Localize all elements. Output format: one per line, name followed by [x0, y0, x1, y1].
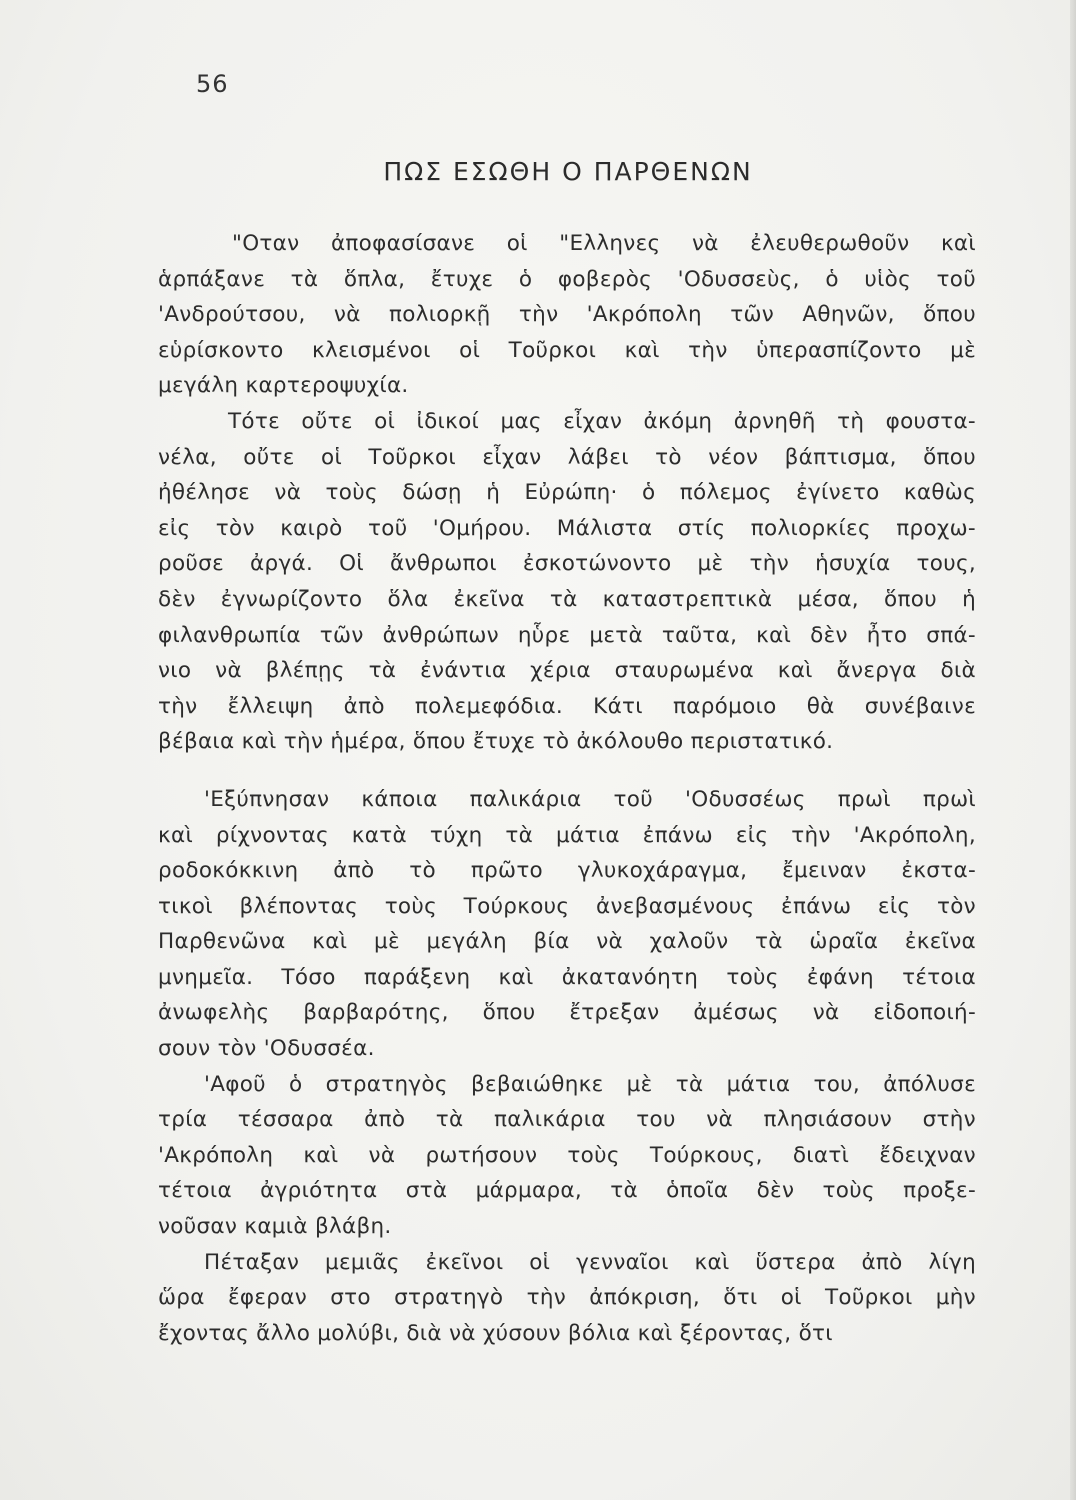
text-line: ἔχοντας ἄλλο μολύβι, διὰ νὰ χύσουν βόλια καὶ ξέροντας, ὅτι — [158, 1320, 833, 1346]
text-line: νιο νὰ βλέπῃς τὰ ἐνάντια χέρια σταυρωμένα καὶ ἄνεργα διὰ — [158, 658, 976, 684]
text-line: νέλα, οὔτε οἱ Τοῦρκοι εἶχαν λάβει τὸ νέον βάπτισμα, ὅπου — [158, 444, 976, 470]
text-line: ἠθέλησε νὰ τοὺς δώσῃ ἡ Εὐρώπη· ὁ πόλεμος ἐγίνετο καθὼς — [158, 480, 976, 506]
chapter-title: ΠΩΣ ΕΣΩΘΗ Ο ΠΑΡΘΕΝΩΝ — [383, 157, 753, 186]
paragraph-2 — [158, 404, 976, 760]
text-line: τὴν ἔλλειψη ἀπὸ πολεμεφόδια. Κάτι παρόμοιο θὰ συνέβαινε — [158, 693, 976, 719]
paragraph-1 — [158, 226, 976, 404]
text-line: τικοὶ βλέποντας τοὺς Τούρκους ἀνεβασμένους ἐπάνω εἰς τὸν — [158, 893, 976, 919]
paragraph-gap — [158, 760, 976, 782]
text-line: τέτοια ἀγριότητα στὰ μάρμαρα, τὰ ὁποῖα δὲν τοὺς προξε- — [158, 1178, 976, 1204]
text-line: μνημεῖα. Τόσο παράξενη καὶ ἀκατανόητη τοὺς ἐφάνη τέτοια — [158, 964, 976, 990]
paragraph-5 — [158, 1245, 976, 1352]
text-line: ροῦσε ἀργά. Οἱ ἄνθρωποι ἐσκοτώνοντο μὲ τὴν ἡσυχία τους, — [158, 551, 976, 577]
page-edge-shadow — [1070, 0, 1076, 1500]
text-line: Πέταξαν μεμιᾶς ἐκεῖνοι οἱ γενναῖοι καὶ ὕστερα ἀπὸ λίγη — [204, 1249, 976, 1275]
text-line: εὑρίσκοντο κλεισμένοι οἱ Τοῦρκοι καὶ τὴν ὑπερασπίζοντο μὲ — [158, 337, 976, 363]
text-line: "Οταν ἀποφασίσανε οἱ "Ελληνες νὰ ἐλευθερωθοῦν καὶ — [232, 231, 976, 256]
text-line: 'Αφοῦ ὁ στρατηγὸς βεβαιώθηκε μὲ τὰ μάτια του, ἀπόλυσε — [204, 1071, 976, 1097]
text-line: ἀνωφελὴς βαρβαρότης, ὅπου ἔτρεξαν ἀμέσως νὰ εἰδοποιή- — [158, 1000, 976, 1026]
text-line: Τότε οὔτε οἱ ἰδικοί μας εἶχαν ἀκόμη ἀρνηθῆ τὴ φουστα- — [228, 408, 976, 434]
text-line: εἰς τὸν καιρὸ τοῦ 'Ομήρου. Μάλιστα στίς πολιορκίες προχω- — [158, 515, 976, 541]
text-line: δὲν ἐγνωρίζοντο ὅλα ἐκεῖνα τὰ καταστρεπτικὰ μέσα, ὅπου ἡ — [158, 586, 976, 612]
text-line: μεγάλη καρτεροψυχία. — [158, 373, 409, 399]
text-line: νοῦσαν καμιὰ βλάβη. — [158, 1214, 392, 1240]
text-line: σουν τὸν 'Οδυσσέα. — [158, 1036, 375, 1062]
text-line: 'Εξύπνησαν κάποια παλικάρια τοῦ 'Οδυσσέως πρωὶ πρωὶ — [204, 786, 976, 812]
page-number: 56 — [196, 70, 229, 98]
body-text — [158, 226, 976, 1351]
text-line: φιλανθρωπία τῶν ἀνθρώπων ηὗρε μετὰ ταῦτα, καὶ δὲν ἦτο σπά- — [158, 622, 976, 648]
paragraph-4 — [158, 1067, 976, 1245]
text-line: τρία τέσσαρα ἀπὸ τὰ παλικάρια του νὰ πλησιάσουν στὴν — [158, 1107, 976, 1133]
text-line: βέβαια καὶ τὴν ἡμέρα, ὅπου ἔτυχε τὸ ἀκόλουθο περιστατικό. — [158, 729, 834, 755]
text-line: 'Ακρόπολη καὶ νὰ ρωτήσουν τοὺς Τούρκους, διατὶ ἔδειχναν — [158, 1142, 976, 1168]
text-line: 'Ανδρούτσου, νὰ πολιορκῇ τὴν 'Ακρόπολη τῶν Αθηνῶν, ὅπου — [158, 302, 976, 328]
text-line: καὶ ρίχνοντας κατὰ τύχη τὰ μάτια ἐπάνω εἰς τὴν 'Ακρόπολη, — [158, 822, 976, 848]
text-line: ἁρπάξανε τὰ ὅπλα, ἔτυχε ὁ φοβερὸς 'Οδυσσεὺς, ὁ υἱὸς τοῦ — [158, 266, 976, 292]
text-line: ὥρα ἔφεραν στο στρατηγὸ τὴν ἀπόκριση, ὅτι οἱ Τοῦρκοι μὴν — [158, 1285, 976, 1311]
text-line: Παρθενῶνα καὶ μὲ μεγάλη βία νὰ χαλοῦν τὰ ὡραῖα ἐκεῖνα — [158, 929, 976, 955]
text-line: ροδοκόκκινη ἀπὸ τὸ πρῶτο γλυκοχάραγμα, ἔμειναν ἐκστα- — [158, 858, 976, 884]
paragraph-3 — [158, 782, 976, 1067]
